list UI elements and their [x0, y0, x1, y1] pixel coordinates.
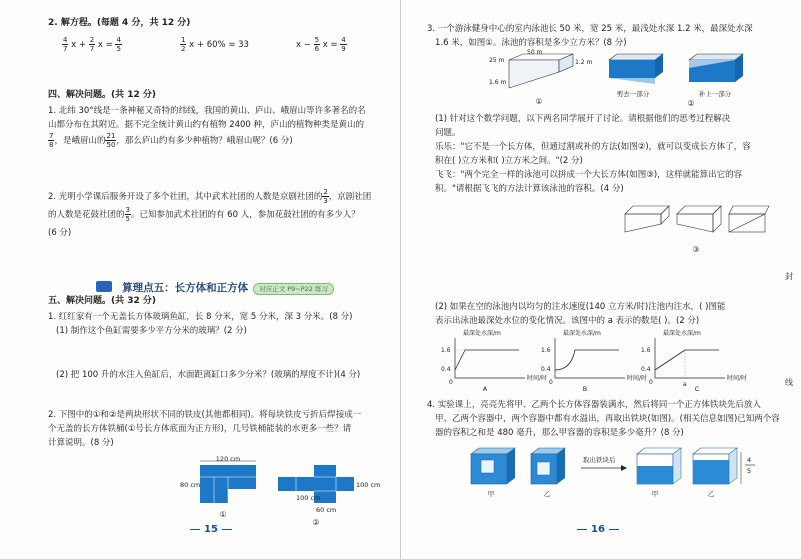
- fig2-part: [296, 477, 314, 491]
- jia-water: [637, 466, 673, 484]
- feifei-line-2: 积。"请根据飞飞的方法计算该泳池的容积。(4 分): [435, 184, 624, 194]
- fig1-part: [200, 465, 256, 477]
- lele-line-2: 积在( )立方米和( )立方米之间。"(2 分): [435, 156, 583, 166]
- fig2-part: [336, 477, 354, 491]
- graph-a-ylabel: 最深处水深/m: [463, 330, 501, 337]
- take-out-arrow: [581, 455, 627, 471]
- side-text-1: 封: [785, 272, 793, 281]
- pool-fig-label-2: ②: [687, 99, 695, 108]
- pool-deep-label: 1.6 m: [489, 79, 507, 86]
- iron-sheet-figure-1: [178, 455, 268, 520]
- p1-sub-2: (2) 把 100 升的水注入鱼缸后，水面距离缸口多少分米？(玻璃的厚度不计)(4 分): [56, 370, 361, 380]
- containers-figure: [461, 440, 781, 512]
- fig1-part: [214, 489, 228, 503]
- p2-line-2: 个无盖的长方体铁桶(①号长方体底面为正方形)，几号铁桶能装的水更多一些？请: [48, 424, 352, 434]
- p2-line-1: 2. 下图中的①和②是两块形状不同的铁皮(其他都相同)。将每块铁皮亏折后焊接成一: [48, 410, 362, 420]
- fig2-height-label: 100 cm: [356, 481, 381, 489]
- graph-a-label: A: [482, 385, 488, 393]
- graph-c-y1: 1.6: [641, 347, 651, 354]
- take-out-label: 取出铁块后: [583, 456, 616, 464]
- q2-header: 2. 解方程。(每题 4 分，共 12 分): [48, 18, 191, 28]
- q4-line-2: 甲、乙两个容器中，两个容器中都有水溢出，再取出铁块(如图)。(相关信息如图)已知两个容: [435, 414, 780, 424]
- p1-sub-1: (1) 制作这个鱼缸需要多少平方分米的玻璃？(2 分): [56, 326, 247, 336]
- iron-sheet-figure-2: [276, 455, 381, 530]
- graph-b-origin: 0: [549, 379, 553, 386]
- graph-b-y1: 1.6: [541, 347, 551, 354]
- sub1-line-1: (1) 针对这个数学问题，以下两名同学展开了讨论。请根据他们的思考过程解决: [435, 114, 731, 124]
- q2-line-3: (6 分): [48, 228, 72, 238]
- pool-figure-2: [603, 50, 773, 108]
- section-4-header: 四、解决问题。(共 12 分): [48, 90, 157, 100]
- pool-fig-label-1: ①: [535, 97, 543, 106]
- container-yi-before: [531, 448, 565, 498]
- graph-c-origin: 0: [649, 379, 653, 386]
- q3-line-2: 1.6 米，如图①。泳池的容积是多少立方米？(8 分): [435, 38, 627, 48]
- iron-cube-jia: [481, 460, 494, 473]
- fig1-part: [200, 489, 214, 503]
- graph-c-ylabel: 最深处水深/m: [663, 330, 701, 337]
- section-title: 算理点五：长方体和正方体: [122, 282, 249, 294]
- sub2-line-2: 表示出泳池最深处水位的变化情况。该图中的 a 表示的数是( )。(2 分): [435, 316, 700, 326]
- fig2-part: [278, 477, 296, 491]
- iron-cube-yi: [537, 462, 550, 475]
- yi-water: [693, 460, 729, 484]
- graph-b-y2: 0.4: [541, 366, 551, 373]
- q1-line-1: 1. 北纬 30°线是一条神秘又奇特的纬线，我国的黄山、庐山、峨眉山等许多著名的名: [48, 106, 366, 116]
- fig2-label: ②: [312, 518, 320, 527]
- fig2-bottom-label: 60 cm: [316, 506, 337, 514]
- q2-line-1: 2. 光明小学课后服务开设了多个社团，其中武术社团的人数是京剧社团的 $\frac{2}{3}$ ，京剧社团: [48, 188, 372, 205]
- container-jia-before: [471, 448, 515, 498]
- q4-line-1: 4. 实验课上，亮亮先将甲、乙两个长方体容器装满水，然后将同一个正方体铁块先后放入: [427, 400, 761, 410]
- p1-line-1: 1. 红红家有一个无盖长方体玻璃鱼缸，长 8 分米，宽 5 分米，深 3 分米。(8 分): [48, 312, 353, 322]
- graph-c-a: a: [683, 381, 687, 388]
- pool-length-label: 50 m: [527, 49, 543, 56]
- graph-c-y2: 0.4: [641, 366, 651, 373]
- page-number-left: 15: [186, 524, 236, 535]
- graph-b-xlabel: 时间/时: [627, 375, 648, 382]
- pool-cut-body: [609, 60, 655, 78]
- graph-c: [641, 329, 747, 393]
- q1-line-2: 山都分布在其附近。据不完全统计黄山约有植物 2400 种，庐山的植物种类是黄山的: [48, 120, 365, 130]
- feifei-line-1: 飞飞："两个完全一样的泳池可以拼成一个大长方体(如图③)，这样就能算出它的容: [435, 170, 743, 180]
- q4-line-3: 器的容积之和是 480 毫升，那么甲容器的容积是多少毫升？(8 分): [435, 428, 684, 438]
- yi-label-2: 乙: [707, 490, 715, 498]
- q1-line-3: $\frac{7}{8}$ ，是峨眉山的 $\frac{21}{50}$ ，那么庐山约有多少种植物？峨眉山呢？(6 分): [49, 132, 293, 149]
- pool-shallow-label: 1.2 m: [575, 59, 593, 66]
- sub1-line-2: 问题。: [435, 128, 461, 138]
- section-title-bar: [96, 276, 334, 295]
- graph-a-y1: 1.6: [441, 347, 451, 354]
- pool-figure-3: [621, 196, 771, 256]
- left-page: [0, 0, 400, 559]
- q2-line-2: 的人数是花鼓社团的 $\frac{3}{5}$ 。已知参加武术社团的有 60 人，参加花鼓社团的有多少人？: [48, 206, 360, 223]
- pool-fig-label-3: ③: [692, 245, 700, 254]
- cut-label: 剪去一部分: [616, 90, 650, 98]
- fig1-label: ①: [219, 510, 227, 519]
- equation-1: $\frac{4}{7}$ x + $\frac{2}{7}$ x = $\frac{4}{5}$: [63, 36, 121, 53]
- equation-2: $\frac{1}{2}$ x + 60% = 33: [181, 36, 249, 53]
- p2-line-3: 计算说明。(8 分): [48, 438, 114, 448]
- jia-label-2: 甲: [651, 490, 659, 498]
- sub2-line-1: (2) 如果在空的泳池内以均匀的注水速度(140 立方米/时)注池内注水，( )图能: [435, 302, 726, 312]
- yi-label-1: 乙: [543, 490, 551, 498]
- fig1-height-label: 80 cm: [180, 481, 201, 489]
- graph-a-origin: 0: [449, 379, 453, 386]
- graph-a-xlabel: 时间/时: [527, 375, 548, 382]
- fig2-width-label: 100 cm: [296, 494, 321, 502]
- q3-line-1: 3. 一个游泳健身中心的室内泳池长 50 米，宽 25 米，最浅处水深 1.2 米，最深处水深: [427, 24, 753, 34]
- container-yi-after: [693, 448, 755, 498]
- graph-b-label: B: [582, 385, 588, 393]
- fill-label: 补上一部分: [698, 90, 732, 98]
- graph-b-ylabel: 最深处水深/m: [563, 330, 601, 337]
- fig1-width-label: 120 cm: [215, 455, 241, 463]
- container-jia-after: [637, 448, 681, 498]
- fraction-numerator: 4: [747, 456, 752, 464]
- page-number-right: 16: [573, 524, 623, 535]
- section-5-header: 五、解决问题。(共 32 分): [48, 296, 157, 306]
- graph-a: [441, 329, 547, 393]
- lele-line-1: 乐乐："它不是一个长方体，但通过割或补的方法(如图②)，就可以变成长方体了，容: [435, 142, 751, 152]
- jia-label-1: 甲: [487, 490, 495, 498]
- side-text-2: 线: [785, 378, 793, 387]
- section-badge: 对应正文 P9~P22 练习: [253, 283, 334, 295]
- graph-c-xlabel: 时间/时: [727, 375, 748, 382]
- fraction-denominator: 5: [747, 467, 752, 475]
- graph-b: [541, 329, 647, 393]
- right-page: [400, 0, 801, 559]
- pool-figure-1: [489, 50, 599, 108]
- section-icon: [96, 281, 112, 292]
- graph-a-y2: 0.4: [441, 366, 451, 373]
- water-level-graphs: [435, 328, 748, 394]
- graph-c-label: C: [694, 385, 700, 393]
- pool-width-label: 25 m: [489, 57, 505, 64]
- equation-3: x − $\frac{5}{6}$ x = $\frac{4}{9}$: [296, 36, 346, 53]
